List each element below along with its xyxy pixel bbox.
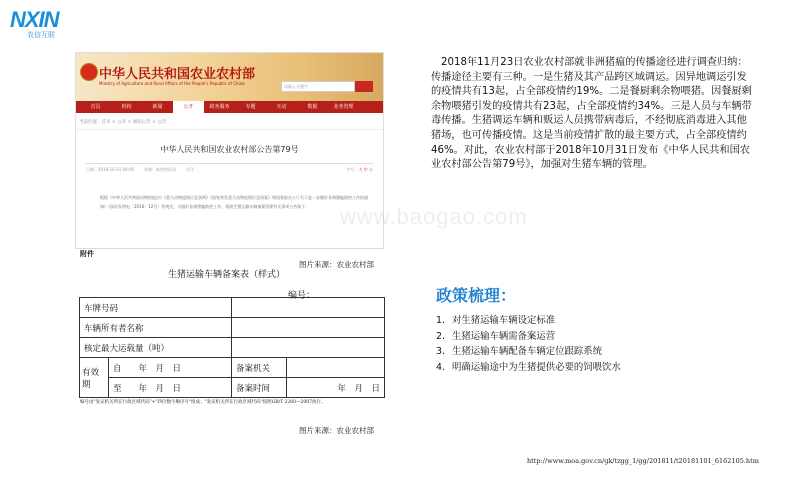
notice-body: 根据《中华人民共和国动物防疫法》《重大动物疫情应急条例》《国家突发重大动物疫情应急预案》和国务院办公厅关于进一步做好非洲猪瘟防控工作的通知》（国办发明电〔2018〕12号）等规定，为做好非洲猪瘟防控工作，现就生猪运输车辆备案管理有关事项公告如下： <box>100 195 368 209</box>
form-number-label: 编号： <box>288 291 316 301</box>
site-nav-item: 政务服务 <box>209 104 230 110</box>
cell-empty <box>232 298 385 318</box>
list-item: 2. 生猪运输车辆需备案运营 <box>436 330 556 342</box>
cell-authority-label: 备案机关 <box>232 358 287 378</box>
cell-from: 自 年 月 日 <box>109 358 232 378</box>
cell-validity-label: 有效期 <box>80 358 109 398</box>
site-breadcrumb: 当前位置：首页 > 公开 > 通知公告 > 公告 <box>76 113 383 130</box>
notice-fontsize: 字号：大 中 小 <box>346 167 373 172</box>
site-nav <box>76 101 383 113</box>
notice-title: 中华人民共和国农业农村部公告第79号 <box>160 145 299 154</box>
notice-source: 来源：畜牧兽医局 <box>144 167 177 172</box>
logo <box>10 9 70 39</box>
list-item: 3. 生猪运输车辆配备车辆定位跟踪系统 <box>436 346 603 357</box>
site-nav-item: 首页 <box>90 104 101 110</box>
list-item: 4. 明确运输途中为生猪提供必要的饲喂饮水 <box>436 361 621 373</box>
watermark: www.baogao.com <box>340 204 528 229</box>
table-row <box>80 358 385 378</box>
attachment-label: 附件 <box>80 250 94 258</box>
site-nav-item: 互动 <box>276 104 287 110</box>
cell-plate-label: 车牌号码 <box>80 298 232 318</box>
site-nav-item: 专题 <box>245 104 256 110</box>
image-source-caption: 图片来源：农业农村部 <box>299 426 374 435</box>
notice-print: 打印 <box>186 167 195 172</box>
site-nav-item: 机构 <box>121 104 132 110</box>
site-nav-item: 业务管理 <box>333 104 354 110</box>
site-title: 中华人民共和国农业农村部 <box>99 67 256 82</box>
body-paragraph: 2018年11月23日农业农村部就非洲猪瘟的传播途径进行调查归纳：传播途径主要有三种。一是生猪及其产品跨区域调运。因异地调运引发的疫情共有13起，占全部疫情约19%。二是餐厨剩余物喂猪。因餐厨剩余物喂猪引发的疫情共有23起，占全部疫情约34%。三是人员与车辆带毒传播。生猪调运车辆和贩运人员携带病毒后，不经彻底消毒进入其他猪场，也可传播疫情。这是当前疫情扩散的最主要方式，占全部疫情约46%。对此，农业农村部于2018年10月31日发布《中华人民共和国农业农村部公告第79号》，加强对生猪车辆的管理。 <box>431 57 752 171</box>
form-title: 生猪运输车辆备案表（样式） <box>168 270 286 280</box>
cell-capacity-label: 核定最大运载量（吨） <box>80 338 232 358</box>
site-search-button <box>355 81 373 92</box>
logo-mark: NXIN <box>10 7 59 32</box>
cell-time-value: 年 月 日 <box>287 378 385 398</box>
table-row <box>80 318 385 338</box>
site-nav-item-active: 公开 <box>173 101 204 113</box>
cell-empty <box>232 318 385 338</box>
logo-subtitle: 农信互联 <box>27 31 55 39</box>
cell-empty <box>232 338 385 358</box>
notice-meta <box>86 163 373 173</box>
table-row <box>80 378 385 398</box>
registration-table <box>79 297 385 398</box>
form-note: 编号由"发证机关所在行政区域代码"+"四位数字顺序号"组成；"发证机关所在行政区域代码"按照GB/T 2260—2007执行。 <box>80 400 326 405</box>
policy-list <box>436 313 621 375</box>
cell-to: 至 年 月 日 <box>109 378 232 398</box>
site-subtitle: Ministry of Agriculture and Rural Affairs of the People's Republic of China <box>99 81 245 86</box>
moa-website-screenshot <box>75 52 384 249</box>
list-item: 1. 对生猪运输车辆设定标准 <box>436 315 556 326</box>
cell-time-label: 备案时间 <box>232 378 287 398</box>
cell-owner-label: 车辆所有者名称 <box>80 318 232 338</box>
table-row <box>80 298 385 318</box>
image-source-caption: 图片来源：农业农村部 <box>299 260 374 269</box>
site-banner <box>76 53 383 101</box>
site-nav-item: 数据 <box>307 104 318 110</box>
cell-empty <box>287 358 385 378</box>
site-nav-item: 新闻 <box>152 104 163 110</box>
policy-title: 政策梳理： <box>436 286 517 305</box>
table-row <box>80 338 385 358</box>
national-emblem-icon <box>80 63 98 81</box>
source-url: http://www.moa.gov.cn/gk/tzgg_1/gg/201811/t20181101_6162105.htm <box>527 457 759 465</box>
site-search-input: 请输入关键字 <box>281 81 355 92</box>
notice-date: 日期：2018-10-31 09:00 <box>86 167 135 172</box>
